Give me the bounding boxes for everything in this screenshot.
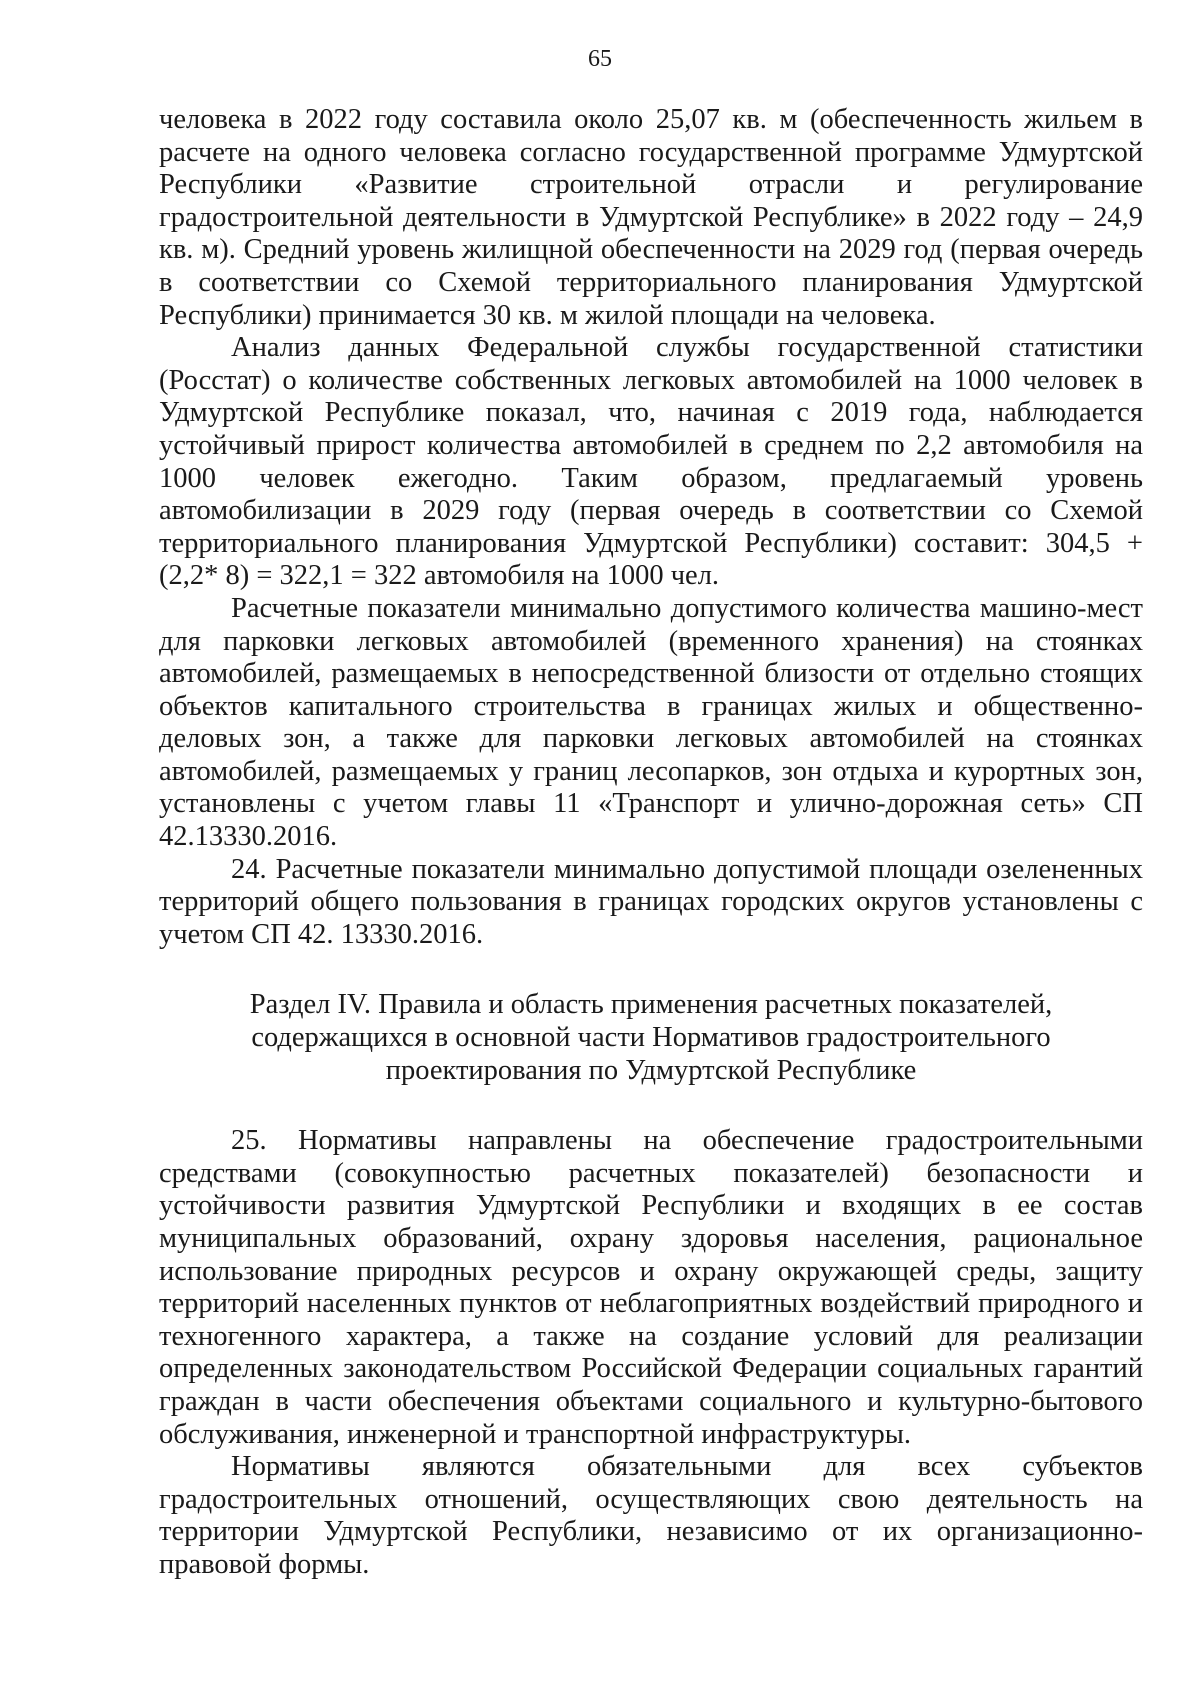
paragraph-parking-indicators: Расчетные показатели минимально допустимого количества машино-мест для парковки легковых автомобилей (временного хранения) на стоянках автомобилей, размещаемых в непосредственной близости от отдельно стоящих объектов капитального строительства в границах жилых и общественно-деловых зон, а также для парковки легковых автомобилей на стоянках автомобилей, размещаемых у границ лесопарков, зон отдыха и курортных зон, установлены с учетом главы 11 «Транспорт и улично-дорожная сеть» СП 42.13330.2016. bbox=[159, 592, 1143, 853]
paragraph-mandatory-norms: Нормативы являются обязательными для всех субъектов градостроительных отношений, осуществляющих свою деятельность на территории Удмуртской Республики, независимо от их организационно-правовой формы. bbox=[159, 1451, 1143, 1580]
paragraph-motorization-analysis: Анализ данных Федеральной службы государственной статистики (Росстат) о количестве собственных легковых автомобилей на 1000 человек в Удмуртской Республике показал, что, начиная с 2019 года, наблюдается устойчивый прирост количества автомобилей в среднем по 2,2 автомобиля на 1000 человек ежегодно. Таким образом, предлагаемый уровень автомобилизации в 2029 году (первая очередь в соответствии со Схемой территориального планирования Удмуртской Республики) составит: 304,5 + (2,2* 8) = 322,1 = 322 автомобиля на 1000 чел. bbox=[159, 332, 1143, 592]
paragraph-item-25: 25. Нормативы направлены на обеспечение градостроительными средствами (совокупностью расчетных показателей) безопасности и устойчивости развития Удмуртской Республики и входящих в ее состав муниципальных образований, охрану здоровья населения, рациональное использование природных ресурсов и охрану окружающей среды, защиту территорий населенных пунктов от неблагоприятных воздействий природного и техногенного характера, а также на создание условий для реализации определенных законодательством Российской Федерации социальных гарантий граждан в части обеспечения объектами социального и культурно-бытового обслуживания, инженерной и транспортной инфраструктуры. bbox=[159, 1125, 1143, 1450]
section-heading: Раздел IV. Правила и область применения расчетных показателей, содержащихся в основной части Нормативов градостроительного проектирования по Удмуртской Республике bbox=[249, 989, 1053, 1086]
document-body bbox=[159, 104, 1143, 1582]
page-number: 65 bbox=[588, 46, 612, 72]
paragraph-item-24: 24. Расчетные показатели минимально допустимой площади озелененных территорий общего пользования в границах городских округов установлены с учетом СП 42. 13330.2016. bbox=[159, 853, 1143, 950]
paragraph-housing-provision: человека в 2022 году составила около 25,07 кв. м (обеспеченность жильем в расчете на одного человека согласно государственной программе Удмуртской Республики «Развитие строительной отрасли и регулирование градостроительной деятельности в Удмуртской Республике» в 2022 году – 24,9 кв. м). Средний уровень жилищной обеспеченности на 2029 год (первая очередь в соответствии со Схемой территориального планирования Удмуртской Республики) принимается 30 кв. м жилой площади на человека. bbox=[159, 104, 1143, 331]
